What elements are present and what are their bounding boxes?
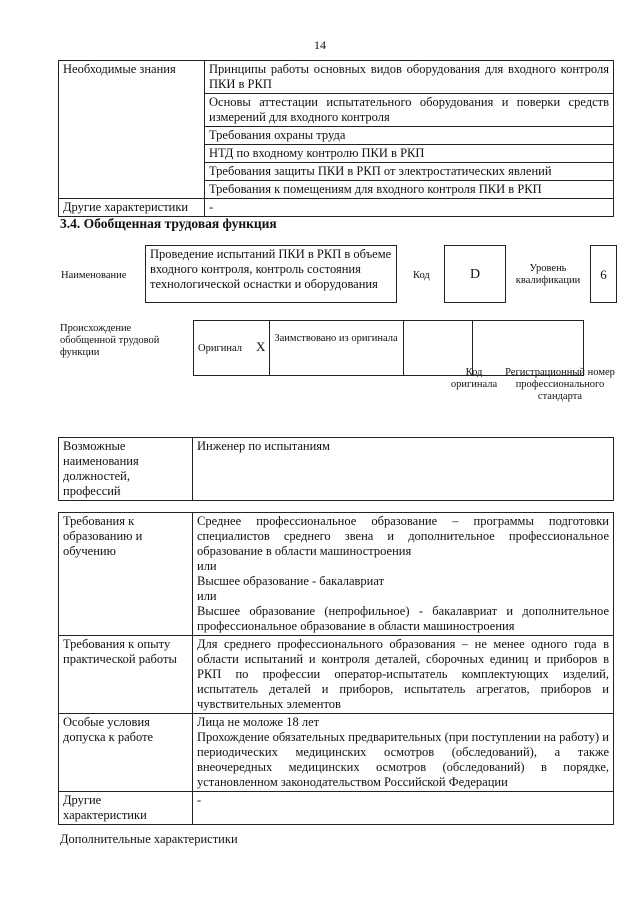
education-line: или bbox=[197, 559, 217, 573]
other-characteristics-label: Другие характеристики bbox=[59, 199, 205, 217]
required-knowledge-table bbox=[58, 60, 614, 217]
name-label: Наименование bbox=[61, 270, 127, 281]
name-value: Проведение испытаний ПКИ в РКП в объеме входного контроля, контроль состояния технологической оснастки и оборудования bbox=[145, 245, 397, 303]
knowledge-item: Требования защиты ПКИ в РКП от электростатических явлений bbox=[205, 163, 614, 181]
table-row bbox=[59, 714, 614, 792]
other-value bbox=[193, 792, 614, 825]
requirements-table bbox=[58, 512, 614, 825]
borrowed-label: Заимствовано из оригинала bbox=[270, 321, 404, 376]
page-number: 14 bbox=[314, 38, 326, 52]
education-label: Требования к образованию и обучению bbox=[59, 513, 193, 636]
table-row bbox=[59, 513, 614, 636]
education-value bbox=[193, 513, 614, 636]
other-label: Другие характеристики bbox=[59, 792, 193, 825]
admission-value bbox=[193, 714, 614, 792]
positions-value: Инженер по испытаниям bbox=[193, 438, 614, 501]
table-row bbox=[59, 61, 614, 94]
table-row bbox=[59, 438, 614, 501]
experience-line: Для среднего профессионального образования – не менее одного года в области испытаний и контроля деталей, сборочных единиц и приборов в РКП по профессии оператор-испытатель комплектующих изделий, испытатель деталей и приборов, испытатель агрегатов, приборов и чувствительных элементов bbox=[197, 637, 609, 711]
education-line: или bbox=[197, 589, 217, 603]
reg-number-label: Регистрационный номер профессионального стандарта bbox=[505, 367, 615, 402]
knowledge-item: НТД по входному контролю ПКИ в РКП bbox=[205, 145, 614, 163]
positions-label: Возможные наименования должностей, профессий bbox=[59, 438, 193, 501]
code-label: Код bbox=[413, 270, 430, 281]
code-value: D bbox=[444, 245, 506, 303]
knowledge-item: Требования к помещениям для входного контроля ПКИ в РКП bbox=[205, 181, 614, 199]
positions-table bbox=[58, 437, 614, 501]
table-row bbox=[59, 792, 614, 825]
table-row bbox=[59, 636, 614, 714]
original-label: Оригинал bbox=[198, 343, 242, 354]
code-original-label: Код оригинала bbox=[450, 367, 498, 390]
admission-line: Лица не моложе 18 лет bbox=[197, 715, 320, 729]
education-line: Высшее образование - бакалавриат bbox=[197, 574, 385, 588]
origin-label: Происхождение обобщенной трудовой функции bbox=[60, 323, 160, 358]
education-line: Среднее профессиональное образование – программы подготовки специалистов среднего звена и дополнительное профессиональное образование в области машиностроения bbox=[197, 514, 609, 558]
qualification-value: 6 bbox=[590, 245, 617, 303]
additional-characteristics-heading: Дополнительные характеристики bbox=[60, 832, 238, 846]
other-characteristics-value: - bbox=[205, 199, 614, 217]
other-line: - bbox=[197, 793, 202, 807]
table-row bbox=[59, 199, 614, 217]
qualification-label: Уровень квалификации bbox=[515, 263, 581, 286]
section-title: 3.4. Обобщенная трудовая функция bbox=[60, 216, 277, 231]
required-knowledge-label: Необходимые знания bbox=[59, 61, 205, 199]
original-mark: X bbox=[256, 339, 266, 354]
experience-label: Требования к опыту практической работы bbox=[59, 636, 193, 714]
knowledge-item: Принципы работы основных видов оборудования для входного контроля ПКИ в РКП bbox=[205, 61, 614, 94]
knowledge-item: Основы аттестации испытательного оборудования и поверки средств измерений для входного контроля bbox=[205, 94, 614, 127]
admission-label: Особые условия допуска к работе bbox=[59, 714, 193, 792]
knowledge-item: Требования охраны труда bbox=[205, 127, 614, 145]
admission-line: Прохождение обязательных предварительных (при поступлении на работу) и периодических медицинских осмотров (обследований), а также внеочередных медицинских осмотров (обследований) в порядке, установленном законодательством Российской Федерации bbox=[197, 730, 609, 789]
original-cell bbox=[194, 321, 270, 376]
experience-value bbox=[193, 636, 614, 714]
education-line: Высшее образование (непрофильное) - бакалавриат и дополнительное профессиональное образование в области машиностроения bbox=[197, 604, 609, 633]
